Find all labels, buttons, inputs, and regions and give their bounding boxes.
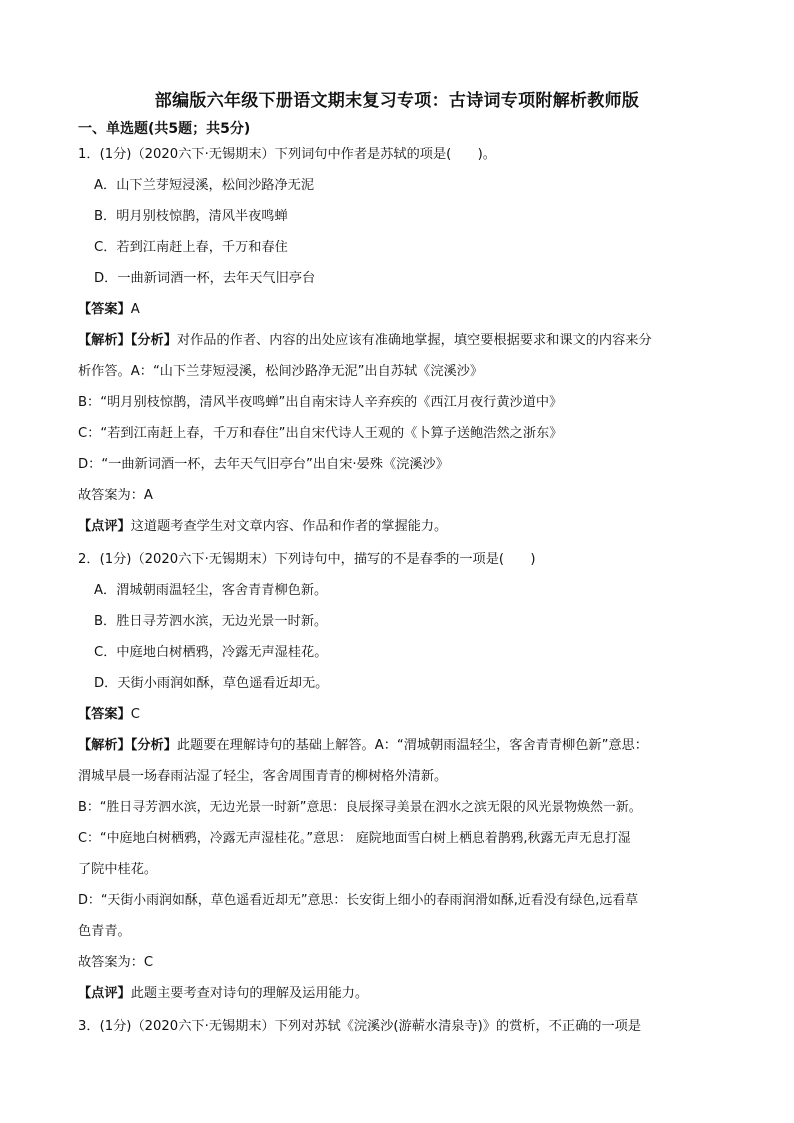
q1-comment: 【点评】这道题考查学生对文章内容、作品和作者的掌握能力。 [78,519,448,534]
q1-analysis-line-1: 【解析】【分析】对作品的作者、内容的出处应该有准确地掌握，填空要根据要求和课文的内容来分 [78,333,652,348]
answer-label: 【答案】 [78,302,131,317]
q2-answer [78,705,140,725]
q2-analysis-line-2: 渭城早晨一场春雨沾湿了轻尘，客舍周围青青的柳树格外清新。 [78,769,448,784]
q2-comment: 【点评】此题主要考查对诗句的理解及运用能力。 [78,986,369,1001]
q2-analysis-line-4: C：“中庭地白树栖鸦，冷露无声湿桂花。”意思： 庭院地面雪白树上栖息着鹊鸦,秋露无声无息打湿 [78,831,631,846]
answer-label: 【答案】 [78,707,131,722]
q2-analysis-line-6: D：“天街小雨润如酥，草色遥看近却无”意思：长安街上细小的春雨润滑如酥,近看没有绿色,远看草 [78,893,638,908]
page-title: 部编版六年级下册语文期末复习专项：古诗词专项附解析教师版 [154,91,640,111]
q2-option-a: A．渭城朝雨温轻尘，客舍青青柳色新。 [94,583,328,598]
q2-answer-value: C [130,707,140,722]
q2-option-d: D．天街小雨润如酥，草色遥看近却无。 [94,676,329,691]
q1-analysis-line-5: D：“一曲新词酒一杯，去年天气旧亭台”出自宋·晏殊《浣溪沙》 [78,457,449,472]
section-heading: 一、单选题(共5题；共5分) [78,121,251,137]
q1-option-b: B．明月别枝惊鹊，清风半夜鸣蝉 [94,209,288,224]
analysis-label: 【解析】【分析】 [78,738,177,753]
comment-label: 【点评】 [78,519,131,534]
q2-analysis-line-7: 色青青。 [78,924,131,939]
q1-answer-value: A [130,302,140,317]
q1-answer [78,300,140,320]
q2-analysis-line-3: B：“胜日寻芳泗水滨，无边光景一时新”意思：良辰探寻美景在泗水之滨无限的风光景物焕然一新。 [78,800,642,815]
analysis-label: 【解析】【分析】 [78,333,177,348]
q1-analysis-line-2: 析作答。A：“山下兰芽短浸溪，松间沙路净无泥”出自苏轼《浣溪沙》 [78,364,484,379]
q1-analysis-line-6: 故答案为：A [78,488,153,503]
q1-analysis-line-4: C：“若到江南赶上春，千万和春住”出自宋代诗人王观的《卜算子送鲍浩然之浙东》 [78,426,563,441]
q1-stem: 1．(1分)（2020六下·无锡期末）下列词句中作者是苏轼的项是( )。 [78,147,496,162]
q2-stem: 2．(1分)（2020六下·无锡期末）下列诗句中，描写的不是春季的一项是( ) [78,552,536,567]
q1-option-c: C．若到江南赶上春，千万和春住 [94,240,288,255]
q1-analysis-line-3: B：“明月别枝惊鹊，清风半夜鸣蝉”出自南宋诗人辛弃疾的《西江月夜行黄沙道中》 [78,395,563,410]
q2-option-c: C．中庭地白树栖鸦，冷露无声湿桂花。 [94,645,328,660]
q2-option-b: B．胜日寻芳泗水滨，无边光景一时新。 [94,614,328,629]
q1-option-d: D．一曲新词酒一杯，去年天气旧亭台 [94,271,316,286]
comment-label: 【点评】 [78,986,131,1001]
q2-analysis-line-1: 【解析】【分析】此题要在理解诗句的基础上解答。A：“渭城朝雨温轻尘，客舍青青柳色新”意思： [78,738,648,753]
q2-analysis-line-8: 故答案为：C [78,955,154,970]
q2-analysis-line-5: 了院中桂花。 [78,862,158,877]
q3-stem: 3．(1分)（2020六下·无锡期末）下列对苏轼《浣溪沙(游蕲水清泉寺)》的赏析，不正确的一项是 [78,1019,642,1034]
q1-option-a: A．山下兰芽短浸溪，松间沙路净无泥 [94,178,315,193]
